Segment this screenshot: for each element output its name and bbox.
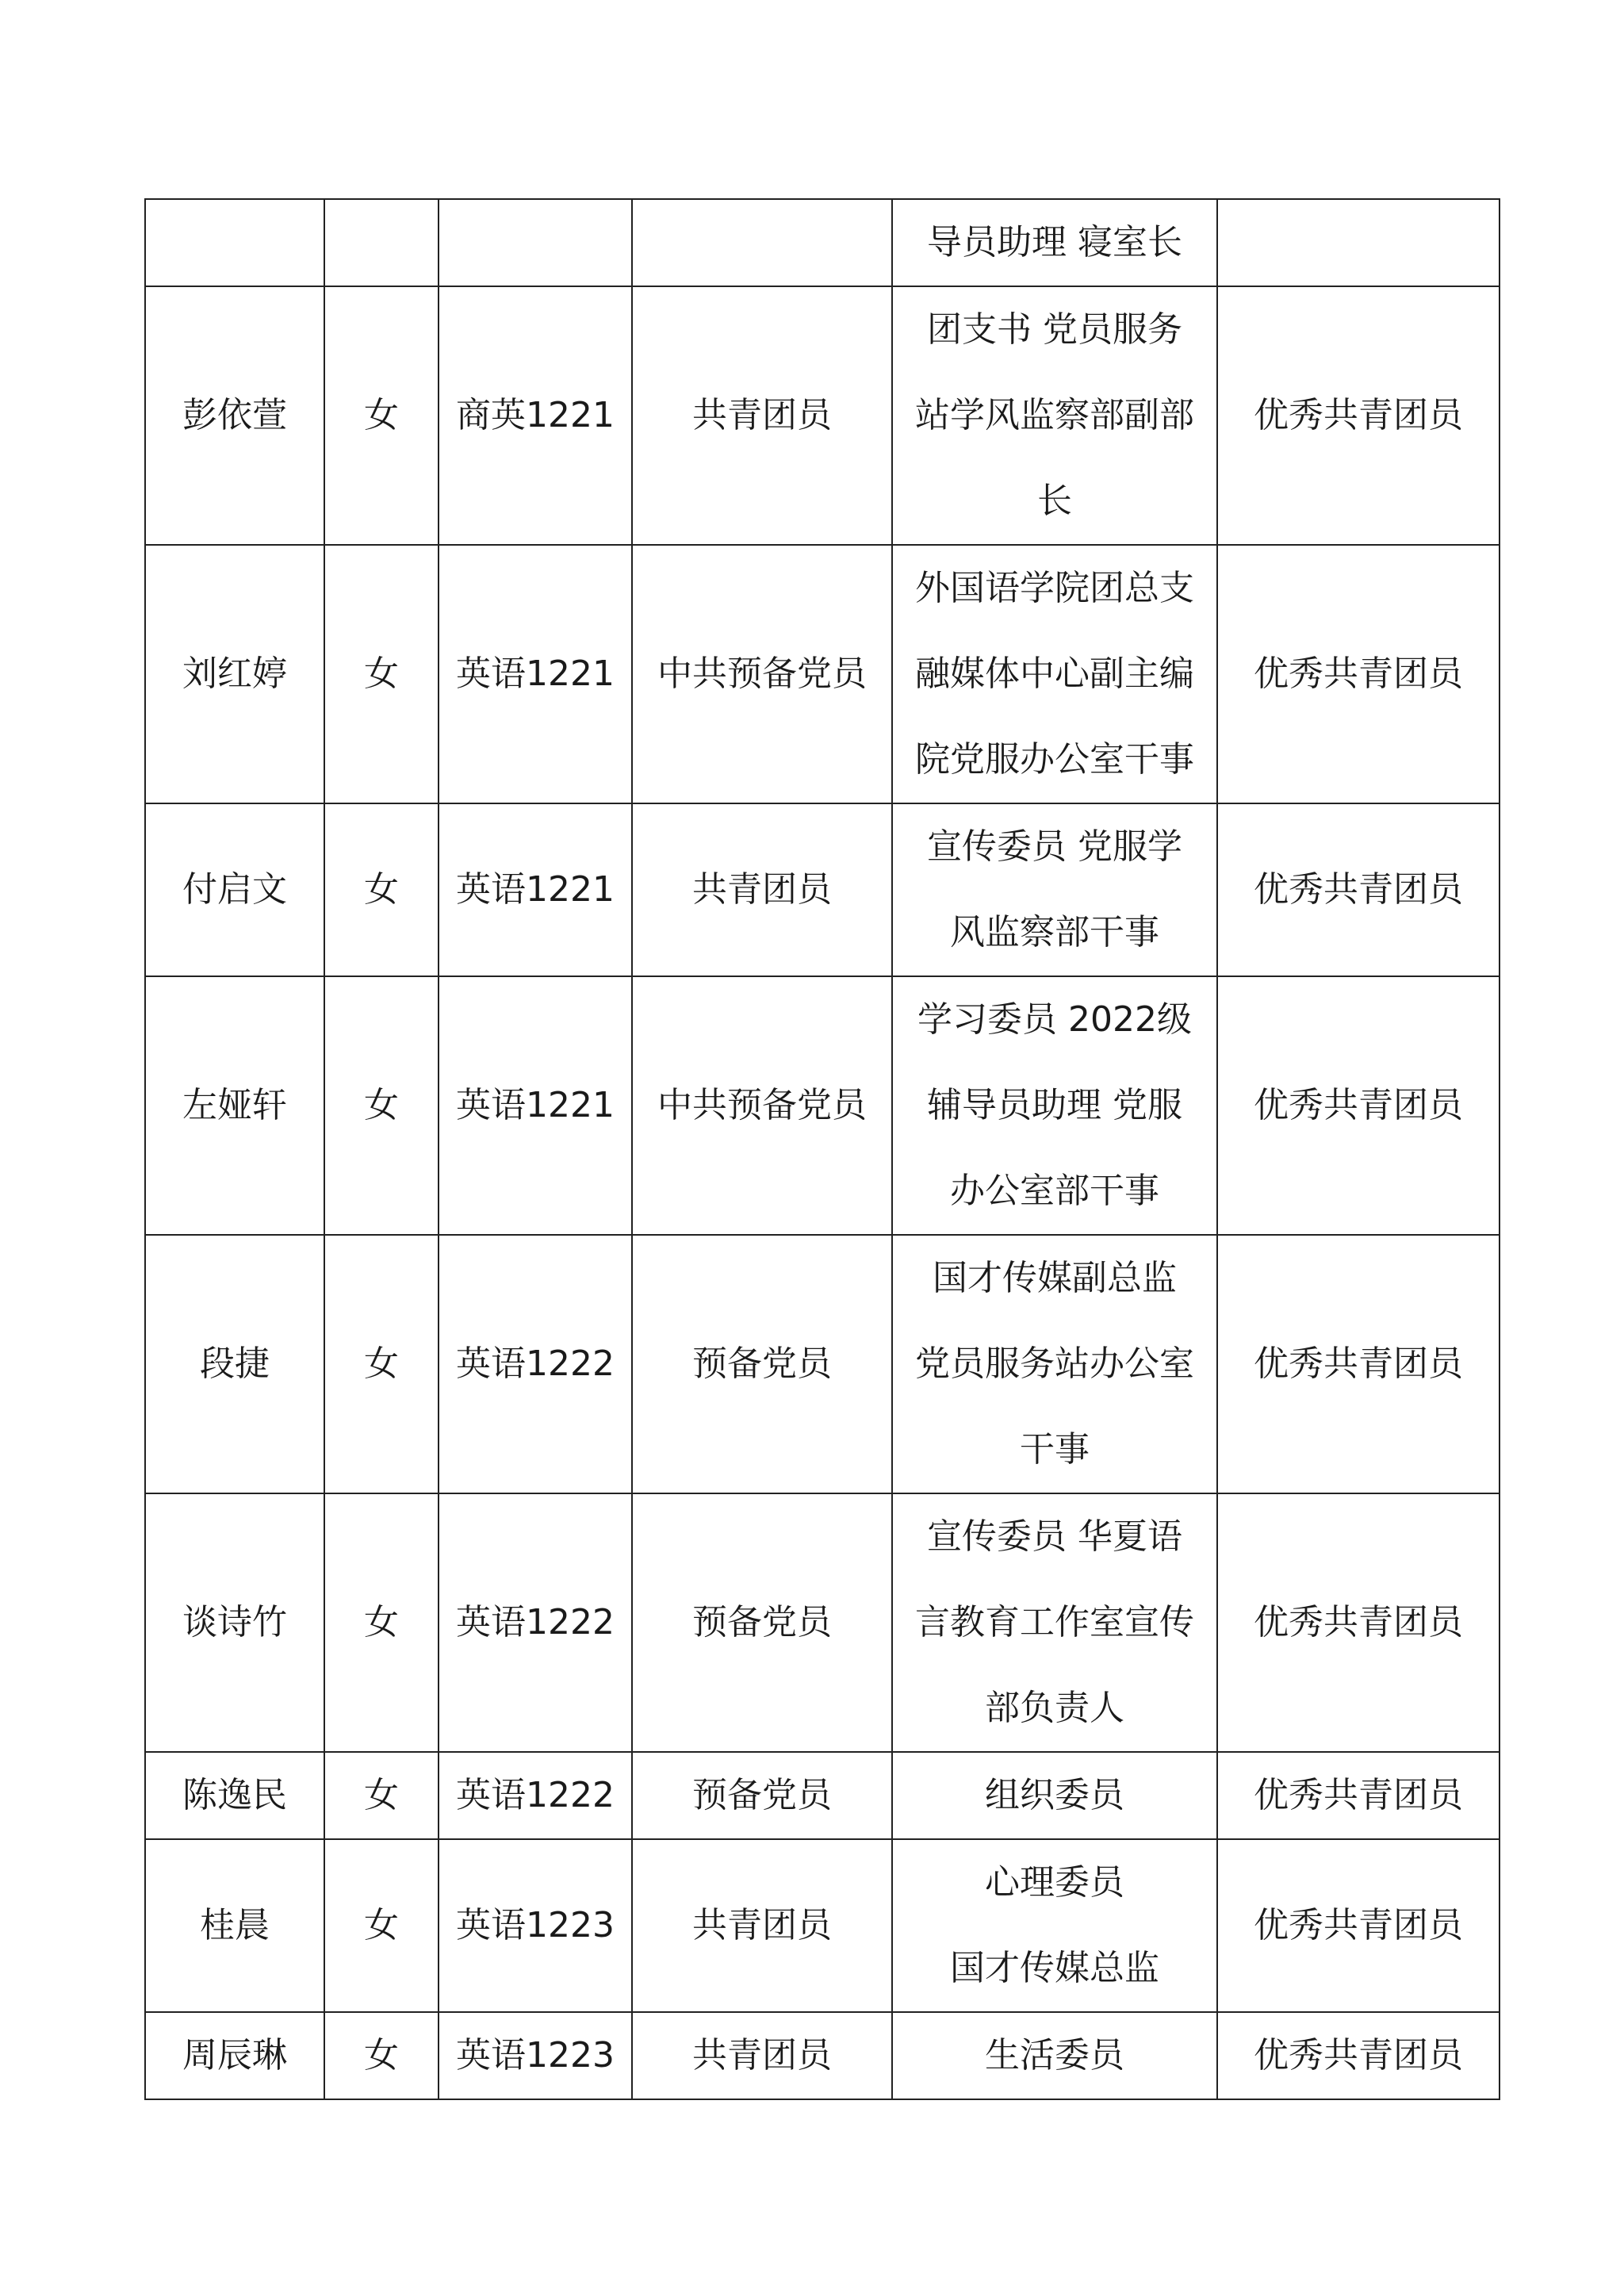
cell-political-status: 共青团员 <box>632 2012 892 2099</box>
cell-positions <box>892 803 1217 976</box>
cell-political-status: 共青团员 <box>632 803 892 976</box>
cell-gender: 女 <box>324 286 439 545</box>
cell-positions <box>892 1752 1217 1839</box>
cell-positions <box>892 1493 1217 1752</box>
cell-positions <box>892 976 1217 1235</box>
table-row <box>145 545 1500 803</box>
cell-name: 付启文 <box>145 803 324 976</box>
cell-gender: 女 <box>324 976 439 1235</box>
position-line: 国才传媒总监 <box>950 1948 1159 1988</box>
cell-name: 段捷 <box>145 1235 324 1493</box>
cell-name: 周辰琳 <box>145 2012 324 2099</box>
cell-political-status: 共青团员 <box>632 1839 892 2012</box>
cell-award: 优秀共青团员 <box>1217 2012 1500 2099</box>
cell-gender: 女 <box>324 1752 439 1839</box>
table-row <box>145 803 1500 976</box>
cell-political-status: 共青团员 <box>632 286 892 545</box>
position-line: 院党服办公室干事 <box>915 739 1194 780</box>
cell-gender: 女 <box>324 1235 439 1493</box>
position-line: 言教育工作室宣传 <box>915 1602 1194 1642</box>
cell-political-status: 中共预备党员 <box>632 545 892 803</box>
position-line: 导员助理 寝室长 <box>927 222 1182 263</box>
cell-class: 英语1222 <box>439 1493 632 1752</box>
position-line: 部负责人 <box>985 1688 1124 1728</box>
cell-name: 陈逸民 <box>145 1752 324 1839</box>
cell-class: 英语1221 <box>439 545 632 803</box>
cell-name: 左娅轩 <box>145 976 324 1235</box>
cell-award: 优秀共青团员 <box>1217 1235 1500 1493</box>
cell-positions <box>892 1839 1217 2012</box>
cell-award: 优秀共青团员 <box>1217 1752 1500 1839</box>
cell-award: 优秀共青团员 <box>1217 286 1500 545</box>
cell-name: 谈诗竹 <box>145 1493 324 1752</box>
cell-political-status: 预备党员 <box>632 1493 892 1752</box>
table-row <box>145 1235 1500 1493</box>
cell-political-status: 中共预备党员 <box>632 976 892 1235</box>
cell-class: 英语1221 <box>439 803 632 976</box>
cell-gender: 女 <box>324 1839 439 2012</box>
position-line: 外国语学院团总支 <box>915 568 1194 608</box>
cell-gender <box>324 199 439 286</box>
position-line: 长 <box>1037 481 1072 521</box>
table-row <box>145 1493 1500 1752</box>
cell-class: 英语1221 <box>439 976 632 1235</box>
cell-award: 优秀共青团员 <box>1217 803 1500 976</box>
position-line: 融媒体中心副主编 <box>915 654 1194 694</box>
cell-political-status <box>632 199 892 286</box>
table-row <box>145 1839 1500 2012</box>
cell-gender: 女 <box>324 545 439 803</box>
position-line: 国才传媒副总监 <box>933 1258 1177 1298</box>
table-row <box>145 2012 1500 2099</box>
cell-gender: 女 <box>324 1493 439 1752</box>
cell-class: 英语1223 <box>439 1839 632 2012</box>
cell-class <box>439 199 632 286</box>
position-line: 心理委员 <box>985 1862 1124 1903</box>
student-award-table <box>144 198 1500 2100</box>
position-line: 辅导员助理 党服 <box>927 1085 1182 1125</box>
table-row <box>145 1752 1500 1839</box>
position-line: 风监察部干事 <box>950 912 1159 953</box>
cell-award: 优秀共青团员 <box>1217 1493 1500 1752</box>
cell-award: 优秀共青团员 <box>1217 1839 1500 2012</box>
cell-name: 彭依萱 <box>145 286 324 545</box>
position-line: 生活委员 <box>985 2035 1124 2076</box>
position-line: 学习委员 2022级 <box>917 999 1192 1040</box>
cell-class: 英语1222 <box>439 1752 632 1839</box>
table-row <box>145 286 1500 545</box>
cell-positions <box>892 1235 1217 1493</box>
cell-name: 桂晨 <box>145 1839 324 2012</box>
cell-class: 商英1221 <box>439 286 632 545</box>
cell-class: 英语1223 <box>439 2012 632 2099</box>
cell-gender: 女 <box>324 2012 439 2099</box>
cell-class: 英语1222 <box>439 1235 632 1493</box>
cell-positions <box>892 286 1217 545</box>
cell-political-status: 预备党员 <box>632 1235 892 1493</box>
cell-gender: 女 <box>324 803 439 976</box>
position-line: 组织委员 <box>985 1775 1124 1815</box>
position-line: 站学风监察部副部 <box>915 395 1194 435</box>
cell-award: 优秀共青团员 <box>1217 976 1500 1235</box>
position-line: 办公室部干事 <box>950 1171 1159 1211</box>
position-line: 团支书 党员服务 <box>927 309 1182 350</box>
cell-political-status: 预备党员 <box>632 1752 892 1839</box>
position-line: 宣传委员 华夏语 <box>927 1516 1182 1557</box>
cell-name: 刘红婷 <box>145 545 324 803</box>
cell-positions <box>892 545 1217 803</box>
cell-name <box>145 199 324 286</box>
position-line: 党员服务站办公室 <box>915 1343 1194 1384</box>
table-row <box>145 199 1500 286</box>
cell-positions <box>892 199 1217 286</box>
cell-award: 优秀共青团员 <box>1217 545 1500 803</box>
table-row <box>145 976 1500 1235</box>
position-line: 宣传委员 党服学 <box>927 826 1182 867</box>
cell-award <box>1217 199 1500 286</box>
cell-positions <box>892 2012 1217 2099</box>
position-line: 干事 <box>1020 1429 1090 1470</box>
